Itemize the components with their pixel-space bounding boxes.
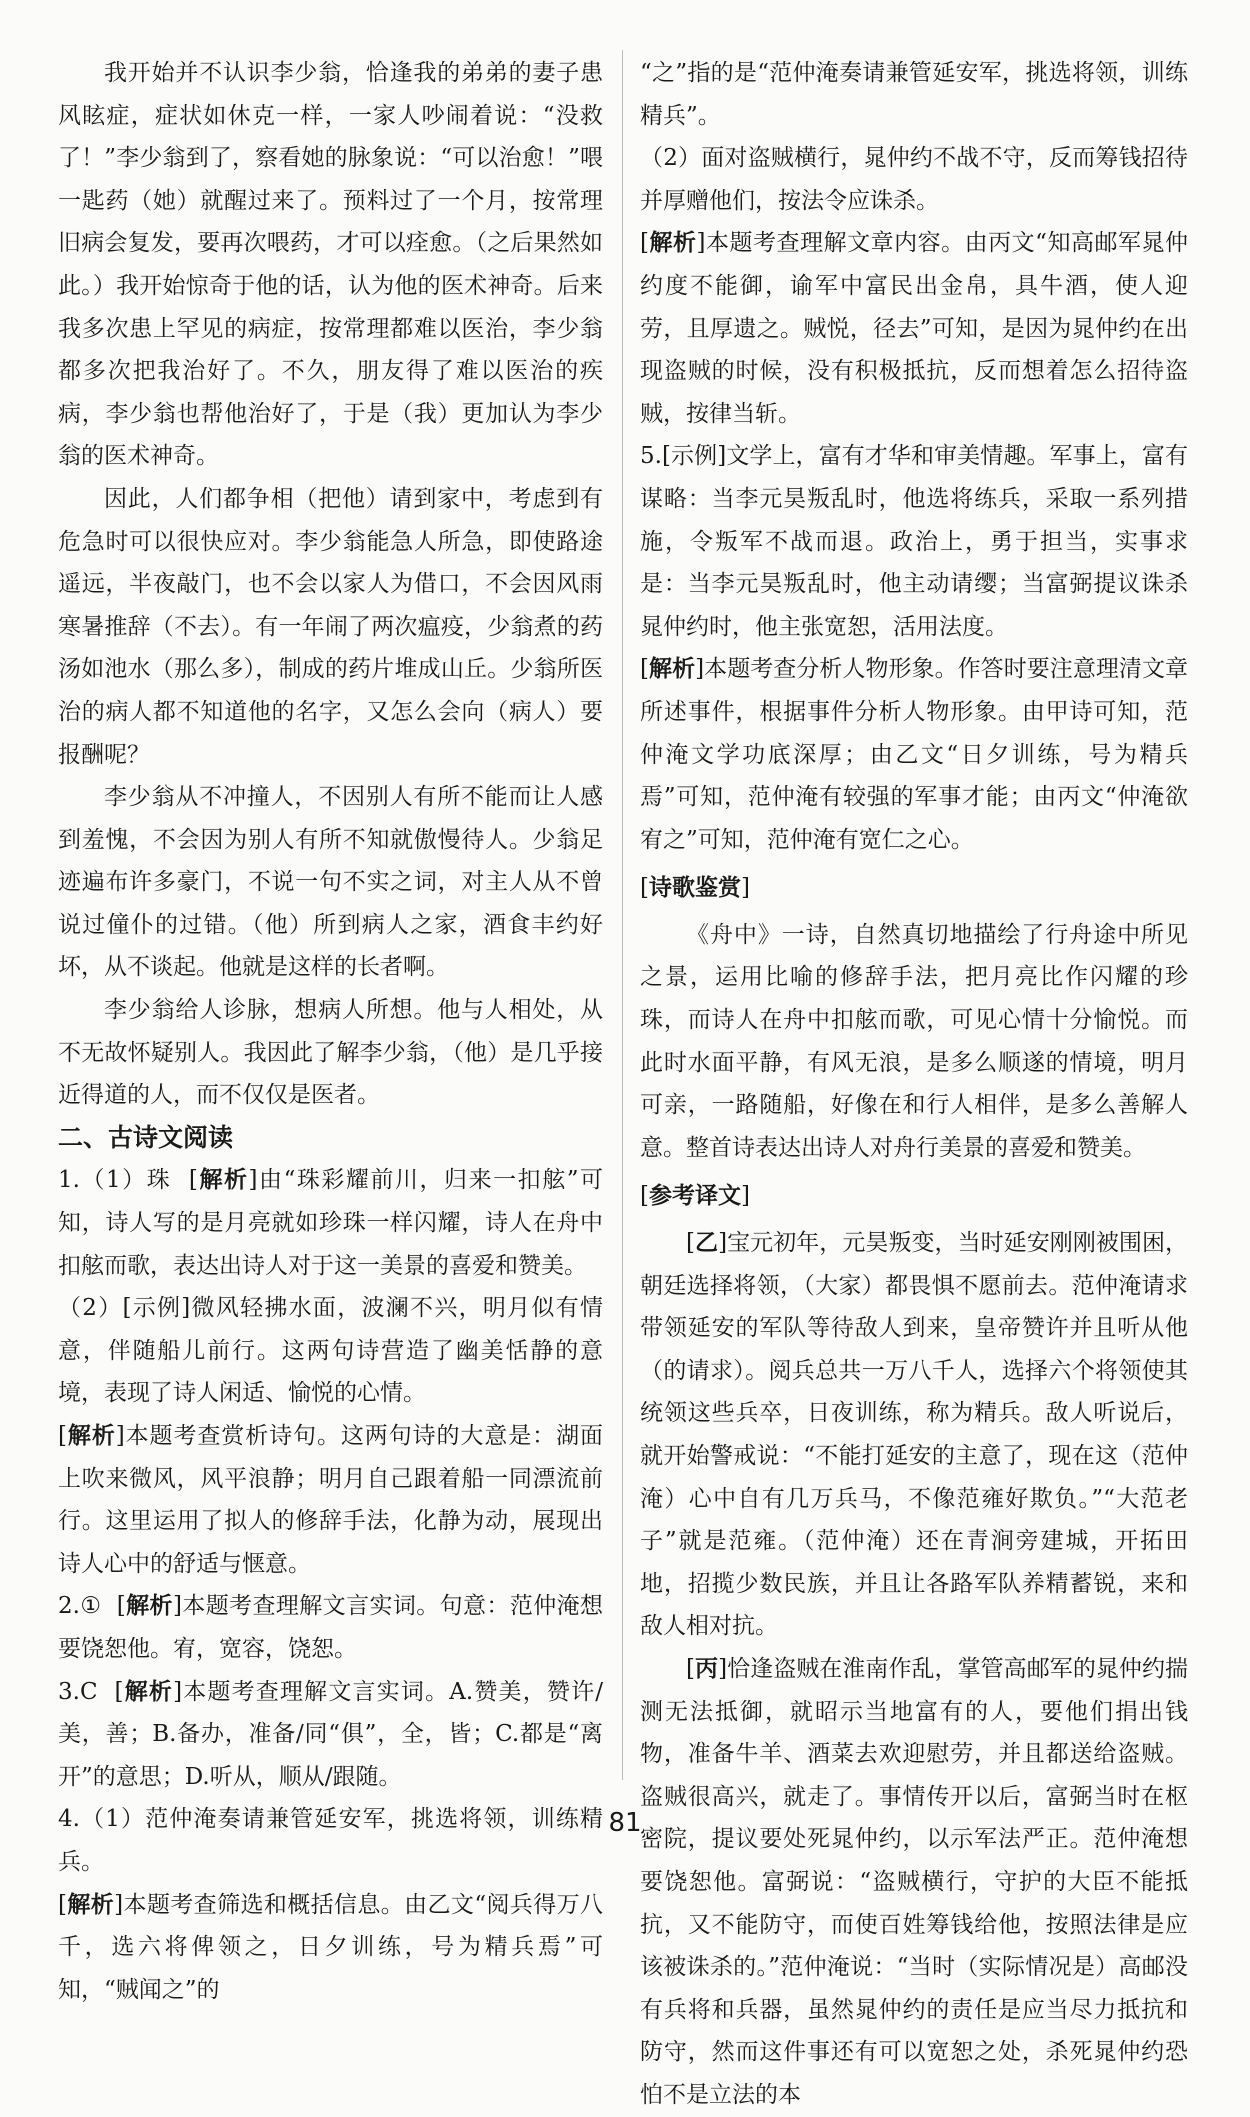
analysis-label: 解析: [648, 229, 697, 257]
analysis-1-2: [解析]本题考查赏析诗句。这两句诗的大意是：湖面上吹来微风，风平浪静；明月自己跟着船一同漂流前行。这里运用了拟人的修辞手法，化静为动，展现出诗人心中的舒适与惬意。: [58, 1422, 604, 1577]
poem-appreciation-text: 《舟中》一诗，自然真切地描绘了行舟途中所见之景，运用比喻的修辞手法，把月亮比作闪耀的珍珠，而诗人在舟中扣舷而歌，可见心情十分愉悦。而此时水面平静，有风无浪，是多么顺遂的情境，明月可亲，一路随船，好像在和行人相伴，是多么善解人意。整首诗表达出诗人对舟行美景的喜爱和赞美。: [640, 921, 1188, 1161]
reference-translation-heading: [参考译文]: [640, 1182, 750, 1210]
analysis-label: 解析: [66, 1890, 115, 1918]
analysis-label: 解析: [648, 655, 696, 683]
answer-1-2: （2）[示例]微风轻拂水面，波澜不兴，明月似有情意，伴随船儿前行。这两句诗营造了幽美恬静的意境，表现了诗人闲适、愉悦的心情。: [58, 1295, 603, 1407]
translation-bing: [丙]恰逢盗贼在淮南作乱，掌管高邮军的晁仲约揣测无法抵御，就昭示当地富有的人，要他们捐出钱物，准备牛羊、酒菜去欢迎慰劳，并且都送给盗贼。盗贼很高兴，就走了。事情传开以后，富弼当时在枢密院，提议要处死晁仲约，以示军法严正。范仲淹想要饶恕他。富弼说：“盗贼横行，守护的大臣不能抵抗，又不能防守，而使百姓筹钱给他，按照法律是应该被诛杀的。”范仲淹说：“当时（实际情况是）高邮没有兵将和兵器，虽然晁仲约的责任是应当尽力抵抗和防守，然而这件事还有可以宽恕之处，杀死晁仲约恐怕不是立法的本: [640, 1654, 1188, 2108]
answer-2: 2.① [解析]本题考查理解文言实词。句意：范仲淹想要饶恕他。宥，宽容，饶恕。: [58, 1592, 603, 1662]
analysis-5: [解析]本题考查分析人物形象。作答时要注意理清文章所述事件，根据事件分析人物形象。由甲诗可知，范仲淹文学功底深厚；由乙文“日夕训练，号为精兵焉”可知，范仲淹有较强的军事才能；由丙文“仲淹欲宥之”可知，范仲淹有宽仁之心。: [640, 655, 1189, 853]
page-number: 81: [608, 1808, 642, 1838]
answer-5: 5.[示例]文学上，富有才华和审美情趣。军事上，富有谋略：当李元昊叛乱时，他选将练兵，采取一系列措施，令叛军不战而退。政治上，勇于担当，实事求是：当李元昊叛乱时，他主动请缨；当富弼提议诛杀晁仲约时，他主张宽恕，活用法度。: [640, 443, 1188, 640]
analysis-4-2: [解析]本题考查理解文章内容。由丙文“知高邮军晁仲约度不能御，谕军中富民出金帛，具牛酒，使人迎劳，且厚遗之。贼悦，径去”可知，是因为晁仲约在出现盗贼的时候，没有积极抵抗，反而想着怎么招待盗贼，按律当斩。: [640, 229, 1189, 427]
analysis-label: 解析: [197, 1166, 249, 1194]
analysis-label: 解析: [123, 1677, 174, 1705]
translation-paragraph-3: 李少翁从不冲撞人，不因别人有所不能而让人感到羞愧，不会因为别人有所不知就傲慢待人。少翁足迹遍布许多豪门，不说一句不实之词，对主人从不曾说过僮仆的过错。（他）所到病人之家，酒食丰约好坏，从不谈起。他就是这样的长者啊。: [58, 784, 603, 981]
translation-paragraph-1: 我开始并不认识李少翁，恰逢我的弟弟的妻子患风眩症，症状如休克一样，一家人吵闹着说：“没救了！”李少翁到了，察看她的脉象说：“可以治愈！”喂一匙药（她）就醒过来了。预料过了一个月，按常理旧病会复发，要再次喂药，才可以痊愈。（之后果然如此。）我开始惊奇于他的话，认为他的医术神奇。后来我多次患上罕见的病症，按常理都难以医治，李少翁都多次把我治好了。不久，朋友得了难以医治的疾病，李少翁也帮他治好了，于是（我）更加认为李少翁的医术神奇。: [58, 60, 603, 470]
column-divider: [622, 50, 623, 1780]
analysis-4-1: [解析]本题考查筛选和概括信息。由乙文“阅兵得万八千，选六将俾领之，日夕训练，号为精兵焉”可知，“贼闻之”的: [58, 1890, 604, 2003]
translation-yi: [乙]宝元初年，元昊叛变，当时延安刚刚被围困，朝廷选择将领，（大家）都畏惧不愿前去。范仲淹请求带领延安的军队等待敌人到来，皇帝赞许并且听从他（的请求）。阅兵总共一万八千人，选择六个将领使其统领这些兵卒，日夜训练，称为精兵。敌人听说后，就开始警戒说：“不能打延安的主意了，现在这（范仲淹）心中自有几万兵马，不像范雍好欺负。”“大范老子”就是范雍。（范仲淹）还在青涧旁建城，开拓田地，招揽少数民族，并且让各路军队养精蓄锐，来和敌人相对抗。: [640, 1229, 1188, 1640]
answer-4-1-cont: “之”指的是“范仲淹奏请兼管延安军，挑选将领，训练精兵”。: [640, 60, 1188, 129]
poem-appreciation-heading: [诗歌鉴赏]: [640, 874, 750, 902]
analysis-label: 解析: [66, 1422, 116, 1449]
translation-paragraph-4: 李少翁给人诊脉，想病人所想。他与人相处，从不无故怀疑别人。我因此了解李少翁，（他）是几乎接近得道的人，而不仅仅是医者。: [58, 997, 603, 1109]
answer-3: 3.C [解析]本题考查理解文言实词。A.赞美，赞许/美，善；B.备办，准备/同“俱”，全，皆；C.都是“离开”的意思；D.听从，顺从/跟随。: [58, 1677, 603, 1790]
right-column: [640, 52, 1188, 2117]
translation-paragraph-2: 因此，人们都争相（把他）请到家中，考虑到有危急时可以很快应对。李少翁能急人所急，即使路途遥远，半夜敲门，也不会以家人为借口，不会因风雨寒暑推辞（不去）。有一年闹了两次瘟疫，少翁煮的药汤如池水（那么多），制成的药片堆成山丘。少翁所医治的病人都不知道他的名字，又怎么会向（病人）要报酬呢？: [58, 485, 603, 768]
left-column: [58, 52, 603, 2011]
section-heading: 二、古诗文阅读: [58, 1122, 234, 1152]
answer-4-1: 4.（1）范仲淹奏请兼管延安军，挑选将领，训练精兵。: [58, 1806, 603, 1875]
answer-1-1: 1.（1）珠 [解析]由“珠彩耀前川，归来一扣舷”可知，诗人写的是月亮就如珍珠一样闪耀，诗人在舟中扣舷而歌，表达出诗人对于这一美景的喜爱和赞美。: [58, 1166, 604, 1279]
answer-4-2: （2）面对盗贼横行，晁仲约不战不守，反而筹钱招待并厚赠他们，按法令应诛杀。: [640, 145, 1188, 214]
analysis-label: 解析: [125, 1592, 173, 1620]
